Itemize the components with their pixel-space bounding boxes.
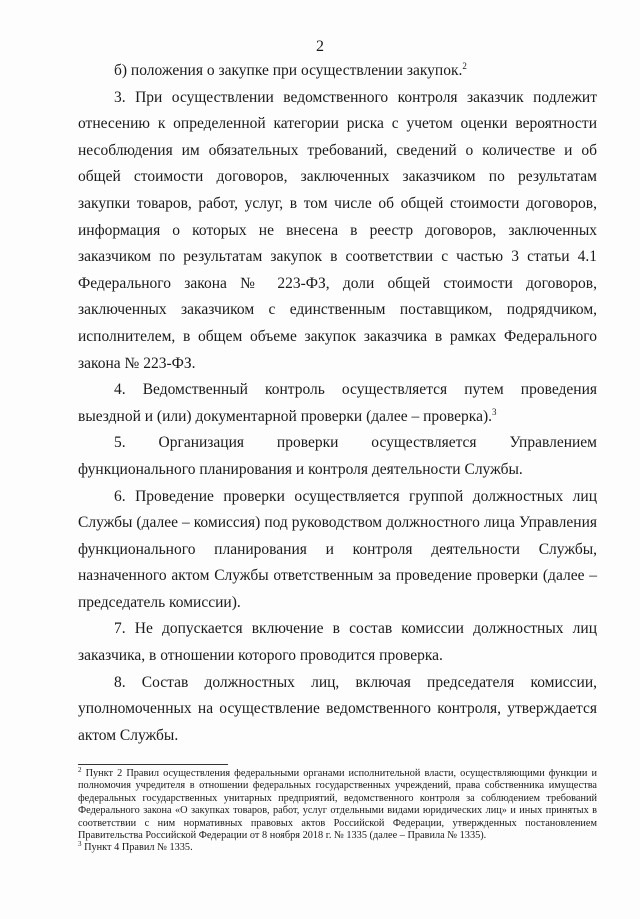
footnote-ref-3: 3 [492,406,497,417]
footnote-3-mark: 3 [78,840,82,849]
document-body [78,58,597,749]
paragraph-5: 5. Организация проверки осуществляется Управлением функционального планирования и контроля деятельности Службы. [78,434,597,478]
paragraph-3: 3. При осуществлении ведомственного контроля заказчик подлежит отнесению к определенной категории риска с учетом оценки вероятности несоблюдения им обязательных требований, сведений о количестве и об общей стоимости договоров, заключенных заказчиком по результатам закупки товаров, работ, услуг, в том числе об общей стоимости договоров, информация о которых не внесена в реестр договоров, заключенных заказчиком по результатам закупок в соответствии с частью 3 статьи 4.1 Федерального закона № 223-ФЗ, доли общей стоимости договоров, заключенных заказчиком с единственным поставщиком, подрядчиком, исполнителем, в общем объеме закупок заказчика в рамках Федерального закона № 223-ФЗ. [78,88,597,372]
footnote-2-text: Пункт 2 Правил осуществления федеральными органами исполнительной власти, осуществляющими функции и полномочия учредителя в отношении федеральных государственных учреждений, права собственника имущества федеральных государственных унитарных предприятий, ведомственного контроля за соблюдением требований Федерального закона «О закупках товаров, работ, услуг отдельными видами юридических лиц» и иных принятых в соответствии с ним нормативных правовых актов Российской Федерации, утвержденных постановлением Правительства Российской Федерации от 8 ноября 2018 г. № 1335 (далее – Правила № 1335). [78,768,597,842]
paragraph-4-text: 4. Ведомственный контроль осуществляется путем проведения выездной и (или) документарной проверки (далее – проверка). [78,381,597,425]
paragraph-6: 6. Проведение проверки осуществляется группой должностных лиц Службы (далее – комиссия) под руководством должностного лица Управления функционального планирования и контроля деятельности Службы, назначенного актом Службы ответственным за проведение проверки (далее – председатель комиссии). [78,487,597,611]
footnote-2 [78,768,597,842]
footnote-ref-2: 2 [462,61,467,71]
footnote-3 [78,842,597,854]
paragraph-b [78,58,597,85]
page-number: 2 [316,38,324,55]
footnote-separator [78,764,228,765]
footnotes [78,768,597,855]
paragraph-7: 7. Не допускается включение в состав комиссии должностных лиц заказчика, в отношении которого проводится проверка. [78,620,597,665]
paragraph-b-text: б) положения о закупке при осуществлении закупок. [114,62,463,79]
footnote-2-mark: 2 [78,766,82,774]
paragraph-8: 8. Состав должностных лиц, включая председателя комиссии, уполномоченных на осуществление ведомственного контроля, утверждается актом Службы. [78,673,597,744]
footnote-3-text: Пункт 4 Правил № 1335. [81,842,193,854]
paragraph-4 [78,377,597,430]
